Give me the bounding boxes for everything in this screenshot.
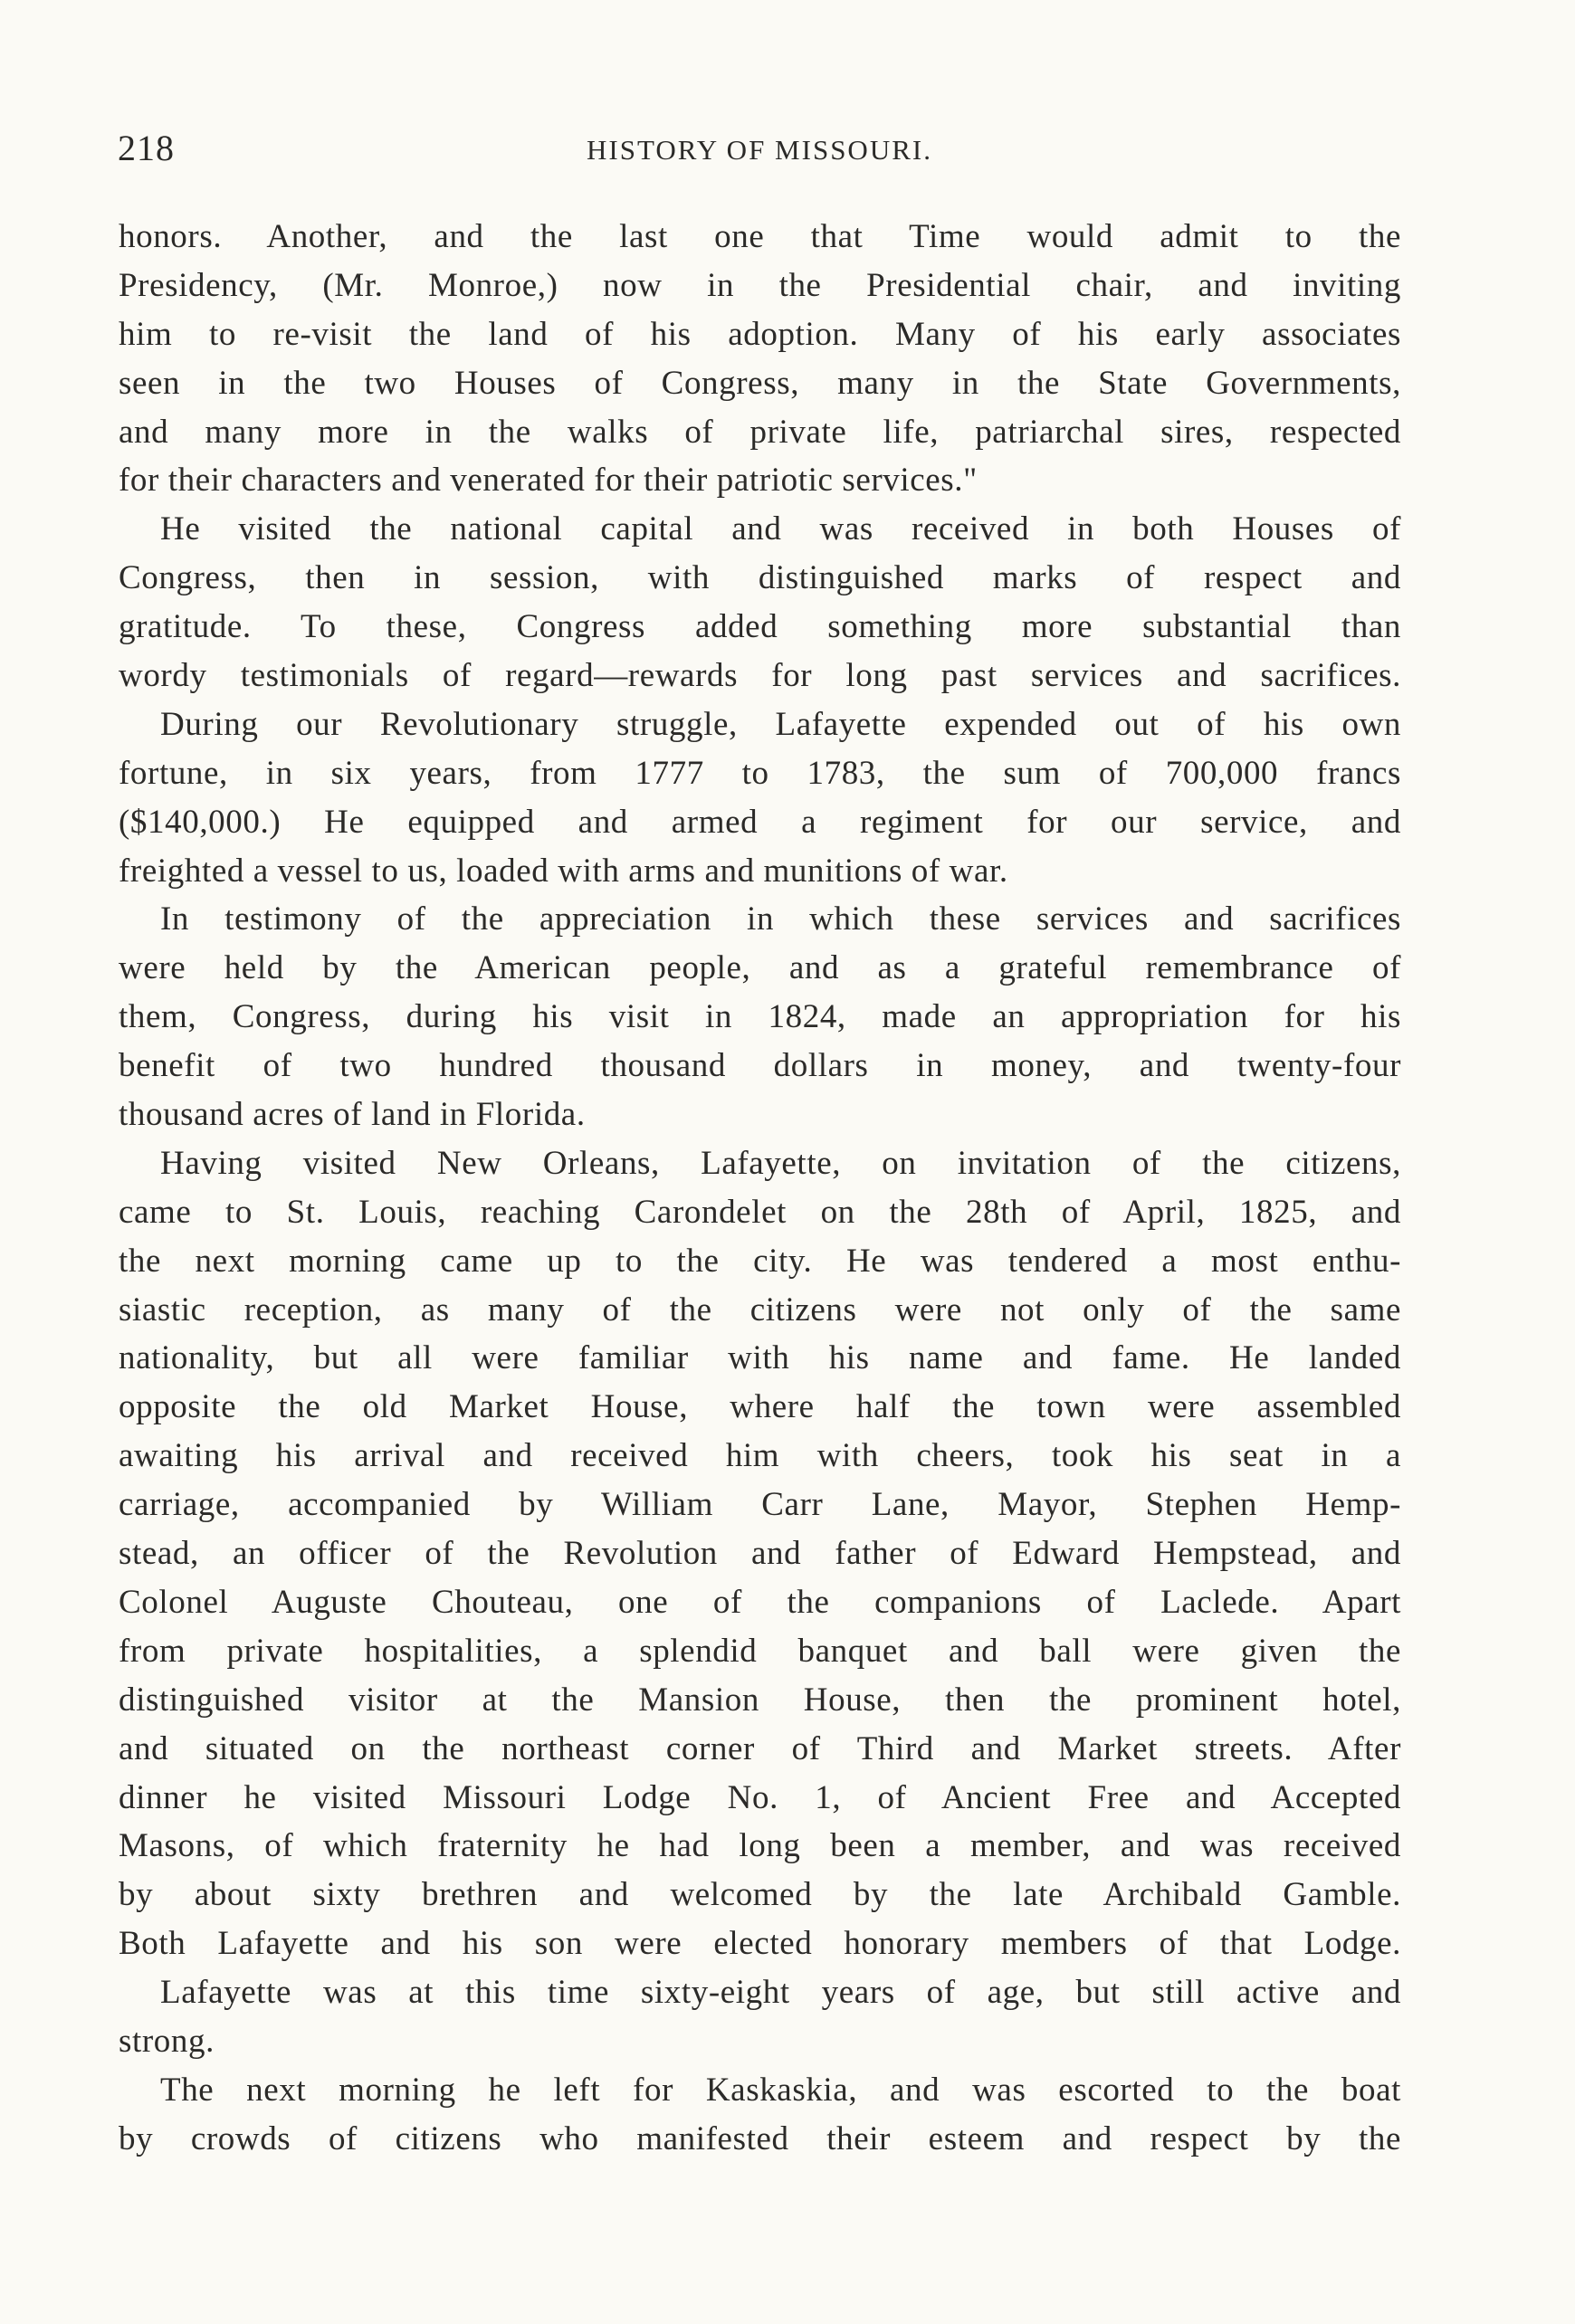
text-line: came to St. Louis, reaching Carondelet on the 28th of April, 1825, and [119, 1193, 1401, 1231]
text-line: carriage, accompanied by William Carr Lane, Mayor, Stephen Hemp- [119, 1486, 1401, 1524]
text-line: Both Lafayette and his son were elected honorary members of that Lodge. [119, 1925, 1401, 1963]
paragraph [119, 895, 1401, 1138]
text-line: them, Congress, during his visit in 1824, made an appropriation for his [119, 998, 1401, 1036]
text-line: distinguished visitor at the Mansion House, then the prominent hotel, [119, 1681, 1401, 1719]
text-line: Having visited New Orleans, Lafayette, on invitation of the citizens, [160, 1144, 1401, 1182]
text-line: by crowds of citizens who manifested their esteem and respect by the [119, 2119, 1401, 2157]
paragraph [119, 1968, 1401, 2066]
text-line: stead, an officer of the Revolution and father of Edward Hempstead, and [119, 1535, 1401, 1573]
text-line: and situated on the northeast corner of Third and Market streets. After [119, 1729, 1401, 1767]
page-number: 218 [118, 128, 175, 168]
text-line: fortune, in six years, from 1777 to 1783, the sum of 700,000 francs [119, 754, 1401, 792]
text-line: thousand acres of land in Florida. [119, 1096, 586, 1134]
text-line: were held by the American people, and as a grateful remembrance of [119, 949, 1401, 987]
text-line: Masons, of which fraternity he had long been a member, and was received [119, 1827, 1401, 1865]
text-line: benefit of two hundred thousand dollars in money, and twenty-four [119, 1047, 1401, 1085]
paragraph [119, 700, 1401, 896]
text-line: ($140,000.) He equipped and armed a regiment for our service, and [119, 803, 1401, 841]
text-line: and many more in the walks of private life, patriarchal sires, respected [119, 413, 1401, 451]
text-line: He visited the national capital and was received in both Houses of [160, 510, 1401, 548]
text-line: dinner he visited Missouri Lodge No. 1, of Ancient Free and Accepted [119, 1778, 1401, 1816]
text-line: The next morning he left for Kaskaskia, and was escorted to the boat [160, 2071, 1401, 2109]
paragraph [119, 1139, 1401, 1968]
text-line: During our Revolutionary struggle, Lafayette expended out of his own [160, 705, 1401, 743]
text-line: Lafayette was at this time sixty-eight years of age, but still active and [160, 1974, 1401, 2012]
text-line: from private hospitalities, a splendid banquet and ball were given the [119, 1632, 1401, 1670]
text-line: freighted a vessel to us, loaded with arms and munitions of war. [119, 852, 1008, 890]
text-line: Presidency, (Mr. Monroe,) now in the Presidential chair, and inviting [119, 266, 1401, 304]
text-line: honors. Another, and the last one that Time would admit to the [119, 218, 1401, 255]
text-line: for their characters and venerated for their patriotic services." [119, 462, 978, 500]
text-line: Congress, then in session, with distinguished marks of respect and [119, 559, 1401, 597]
text-line: wordy testimonials of regard—rewards for long past services and sacrifices. [119, 657, 1401, 695]
text-line: by about sixty brethren and welcomed by the late Archibald Gamble. [119, 1876, 1401, 1914]
running-title: HISTORY OF MISSOURI. [587, 134, 932, 166]
text-line: seen in the two Houses of Congress, many in the State Governments, [119, 364, 1401, 402]
text-line: siastic reception, as many of the citizens were not only of the same [119, 1291, 1401, 1329]
text-line: Colonel Auguste Chouteau, one of the companions of Laclede. Apart [119, 1583, 1401, 1621]
paragraph [119, 213, 1401, 505]
text-line: him to re-visit the land of his adoption. Many of his early associates [119, 315, 1401, 353]
text-line: gratitude. To these, Congress added something more substantial than [119, 608, 1401, 646]
text-line: opposite the old Market House, where half the town were assembled [119, 1388, 1401, 1426]
body-text [119, 213, 1401, 2164]
text-line: the next morning came up to the city. He was tendered a most enthu- [119, 1242, 1401, 1280]
text-line: nationality, but all were familiar with his name and fame. He landed [119, 1339, 1401, 1377]
paragraph [119, 2066, 1401, 2164]
paragraph [119, 505, 1401, 700]
text-line: In testimony of the appreciation in which these services and sacrifices [160, 900, 1401, 938]
text-line: strong. [119, 2022, 215, 2060]
text-line: awaiting his arrival and received him with cheers, took his seat in a [119, 1437, 1401, 1475]
